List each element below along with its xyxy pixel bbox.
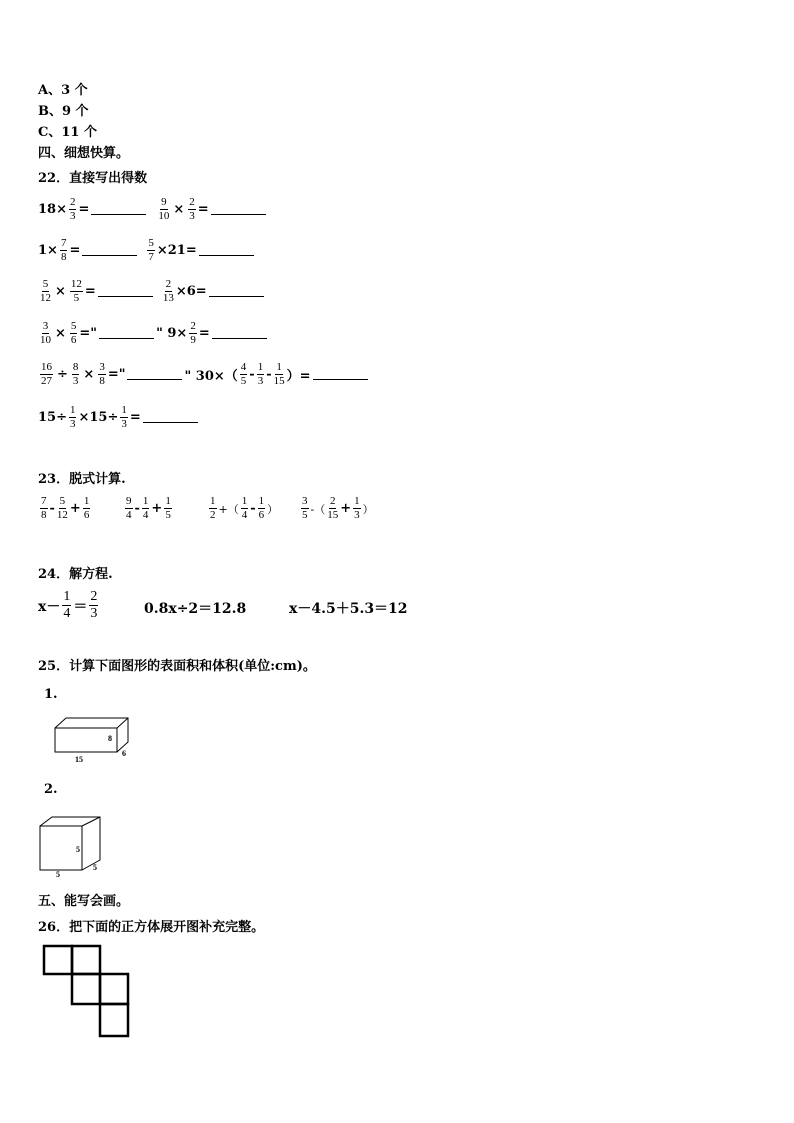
fraction: $\frac{2}{3}$: [189, 196, 195, 222]
option-a: A、3 个: [38, 83, 88, 98]
fraction: $\frac{7}{8}$: [41, 495, 47, 521]
cube-figure: [36, 814, 108, 878]
section-5-heading: 五、能写会画。: [38, 894, 130, 909]
fraction: $\frac{1}{5}$: [165, 495, 171, 521]
q23-expr-2: [123, 495, 174, 522]
fraction: $\frac{1}{4}$: [241, 495, 248, 521]
term: " 30×（: [184, 369, 238, 384]
option-b: B、9 个: [38, 104, 89, 119]
equals: =: [197, 202, 209, 217]
fraction: $\frac{8}{3}$: [72, 361, 79, 387]
q22-row-3: [38, 278, 266, 305]
equals: ＝: [73, 598, 88, 615]
times: ×: [83, 367, 95, 382]
q26-title: 26．把下面的正方体展开图补充完整。: [38, 920, 265, 935]
operator: ）: [267, 502, 279, 516]
operator: -: [250, 501, 256, 516]
term: ）=: [286, 369, 311, 384]
operator: +（: [218, 502, 239, 516]
minus: -: [249, 367, 255, 382]
fraction: $\frac{1}{4}$: [142, 495, 149, 521]
cube-height-label: 5: [76, 845, 80, 854]
operator: -（: [310, 502, 326, 516]
fraction: $\frac{1}{6}$: [83, 495, 90, 521]
fraction: $\frac{2}{3}$: [90, 589, 98, 621]
minus: -: [266, 367, 272, 382]
cuboid-length-label: 15: [75, 755, 83, 764]
fraction: $\frac{1}{4}$: [63, 589, 71, 621]
q24-eq-1: [38, 589, 100, 622]
equals: =: [78, 202, 90, 217]
cuboid-width-label: 6: [122, 749, 126, 758]
equals: =": [107, 367, 126, 382]
q22-row-2: [38, 237, 256, 264]
fraction: $\frac{2}{15}$: [327, 495, 339, 521]
q22-row-5: [38, 361, 370, 388]
term: 15÷: [38, 410, 67, 425]
q22-row-6: [38, 404, 200, 431]
fraction: $\frac{1}{3}$: [121, 404, 127, 430]
term: 1×: [38, 243, 58, 258]
fraction: $\frac{5}{7}$: [148, 237, 154, 263]
q25-item-2: 2.: [44, 782, 58, 797]
fraction: $\frac{4}{5}$: [240, 361, 247, 387]
answer-blank[interactable]: [82, 245, 137, 256]
fraction: $\frac{2}{3}$: [69, 196, 76, 222]
q24-eq-3: x－4.5＋5.3＝12: [289, 601, 408, 617]
q23-title: 23．脱式计算.: [38, 472, 126, 487]
equals: =": [79, 326, 98, 341]
equals: =: [84, 284, 96, 299]
q22-row-4: [38, 320, 269, 347]
equals: =: [129, 410, 141, 425]
q25-title: 25．计算下面图形的表面积和体积(单位:cm)。: [38, 659, 316, 674]
fraction: $\frac{9}{10}$: [158, 196, 170, 222]
answer-blank[interactable]: [313, 369, 368, 380]
fraction: $\frac{2}{13}$: [162, 278, 174, 304]
fraction: $\frac{5}{12}$: [56, 495, 68, 521]
operator: -: [49, 501, 55, 516]
option-c: C、11 个: [38, 125, 97, 140]
cuboid-height-label: 8: [108, 734, 112, 743]
fraction: $\frac{2}{9}$: [190, 320, 196, 346]
fraction: $\frac{9}{4}$: [126, 495, 132, 521]
term: ×15÷: [78, 410, 119, 425]
divide: ÷: [57, 367, 68, 382]
answer-blank[interactable]: [91, 204, 146, 215]
fraction: $\frac{1}{6}$: [258, 495, 265, 521]
answer-blank[interactable]: [212, 328, 267, 339]
answer-blank[interactable]: [127, 369, 182, 380]
cuboid-figure: [50, 714, 140, 768]
term: ×21=: [156, 243, 197, 258]
fraction: $\frac{16}{27}$: [41, 361, 52, 387]
q25-item-1: 1.: [44, 687, 58, 702]
times: ×: [55, 326, 66, 341]
fraction: $\frac{1}{15}$: [273, 361, 285, 387]
operator: +: [340, 501, 352, 516]
answer-blank[interactable]: [209, 286, 264, 297]
operator: ）: [362, 502, 374, 516]
operator: -: [134, 501, 140, 516]
q24-title: 24．解方程.: [38, 567, 113, 582]
equals: =: [198, 326, 210, 341]
q23-expr-4: [299, 495, 374, 522]
fraction: $\frac{1}{3}$: [69, 404, 76, 430]
section-4-heading: 四、细想快算。: [38, 146, 130, 161]
fraction: $\frac{5}{6}$: [70, 320, 77, 346]
fraction: $\frac{12}{5}$: [70, 278, 82, 304]
cube-length-label: 5: [56, 870, 60, 878]
operator: +: [151, 501, 163, 516]
term: 18×: [38, 202, 67, 217]
q23-expr-1: [38, 495, 92, 522]
fraction: $\frac{1}{3}$: [354, 495, 360, 521]
q23-expr-3: [207, 495, 278, 522]
fraction: $\frac{7}{8}$: [60, 237, 67, 263]
fraction: $\frac{5}{12}$: [40, 278, 51, 304]
cube-width-label: 5: [93, 863, 97, 872]
times: ×: [55, 284, 66, 299]
answer-blank[interactable]: [143, 412, 198, 423]
answer-blank[interactable]: [99, 328, 154, 339]
answer-blank[interactable]: [98, 286, 153, 297]
term: " 9×: [156, 326, 188, 341]
q22-title: 22．直接写出得数: [38, 171, 148, 186]
equals: =: [69, 243, 81, 258]
fraction: $\frac{1}{3}$: [257, 361, 264, 387]
fraction: $\frac{3}{8}$: [99, 361, 105, 387]
fraction: $\frac{3}{10}$: [40, 320, 51, 346]
term: ×6=: [175, 284, 207, 299]
fraction: $\frac{1}{2}$: [210, 495, 216, 521]
q24-eq-2: 0.8x÷2＝12.8: [144, 601, 247, 617]
fraction: $\frac{3}{5}$: [302, 495, 308, 521]
times: ×: [173, 202, 185, 217]
cube-net-figure: [40, 942, 132, 1040]
answer-blank[interactable]: [211, 204, 266, 215]
operator: +: [69, 501, 81, 516]
answer-blank[interactable]: [199, 245, 254, 256]
q22-row-1: [38, 196, 268, 223]
term: x－: [38, 598, 61, 615]
